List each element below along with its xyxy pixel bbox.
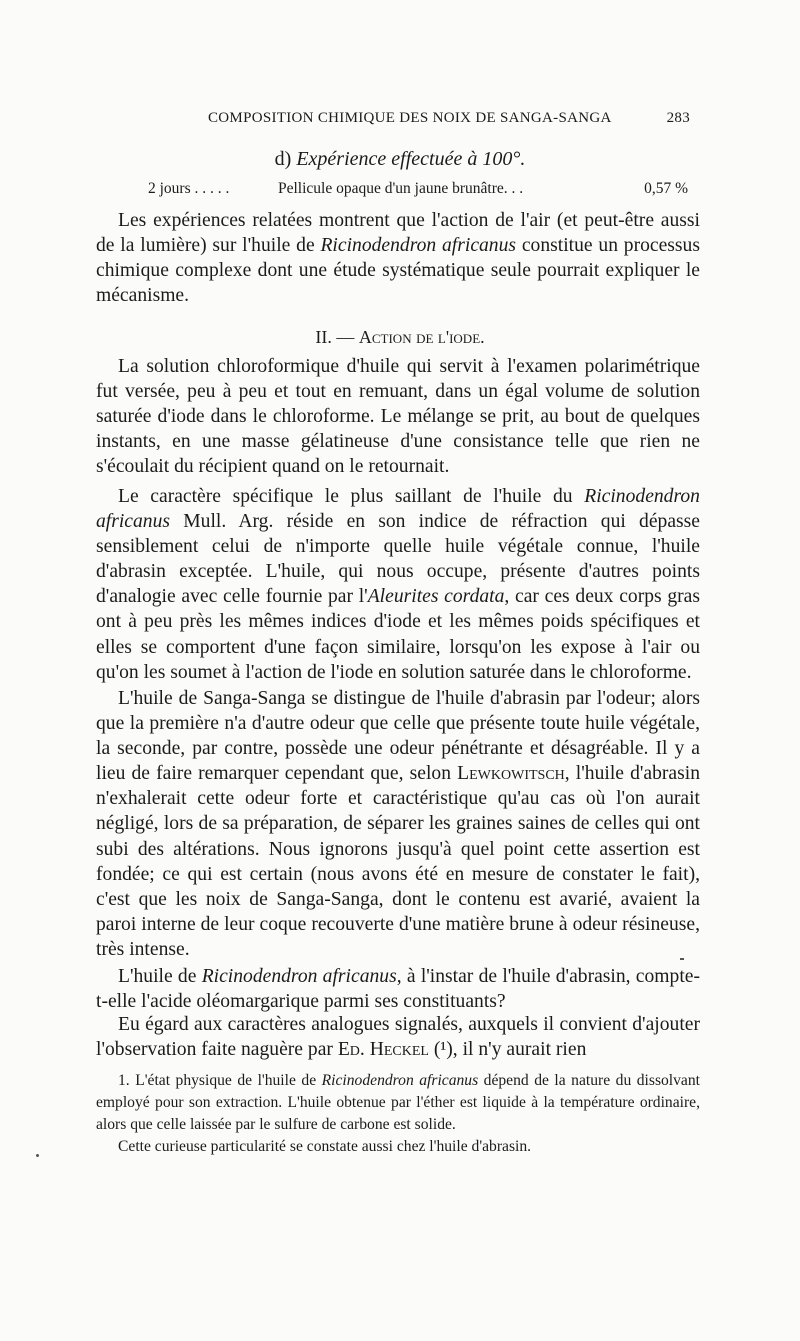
species-name: Ricinodendron africanus [96,486,700,533]
footnote-b: dépend de la nature du dissolvant employé pour son extraction. L'huile obtenue par l'éther est liquide à la température ordinaire, alors que celle laissée par le sulfure de carbone est solide. [96,1072,700,1133]
paragraph-5-a: L'huile de [118,966,197,987]
print-speck [680,958,684,960]
experiment-result-row [148,180,688,198]
footnote-c: Cette curieuse particularité se constate aussi chez l'huile d'abrasin. [118,1138,532,1155]
result-days: 2 jours . . . . . [148,180,230,197]
paragraph-4-a: L'huile de Sanga-Sanga se distingue de l'huile d'abrasin par l'odeur; alors que la première n'a d'autre odeur que celle que présente toute huile végétale, la seconde, par contre, possède une odeur pénétrante et désagréable. Il y a lieu de faire remarquer cependant que, selon [96,688,700,785]
paragraph-5-b: , à l'instar de l'huile d'abrasin, compte-t-elle l'acide oléomargarique parmi ses constituants? [96,966,701,1013]
section-number: II. — [315,327,355,347]
paragraph-3-c: , car ces deux corps gras ont à peu près les mêmes indices d'iode et les mêmes poids spécifiques et elles se comportent d'une façon similaire, lorsqu'on les expose à l'air ou qu'on les soumet à l'action de l'iode en solution saturée dans le chloroforme. [96,586,700,683]
running-title: COMPOSITION CHIMIQUE DES NOIX DE SANGA-SANGA [208,110,612,126]
paragraph-6 [96,1012,700,1062]
paragraph-3-b: Mull. Arg. réside en son indice de réfraction qui dépasse sensiblement celui de n'importe quelle huile végétale connue, l'huile d'abrasin exceptée. L'huile, qui nous occupe, présente d'autres points d'analogie avec celle fournie par l' [96,511,700,608]
paragraph-1-end: constitue un processus chimique complexe dont une étude systématique seule pourrait expliquer le mécanisme. [96,235,700,307]
paragraph-5 [96,964,700,1014]
species-name: Ricinodendron africanus [201,966,397,987]
result-value: 0,57 % [644,180,688,197]
paragraph-1-text: Les expériences relatées montrent que l'action de l'air (et peut-être aussi de la lumière) sur l'huile de [96,210,700,257]
paragraph-3-a: Le caractère spécifique le plus saillant de l'huile du [118,486,573,507]
paragraph-2 [96,354,700,479]
print-speck [36,1154,39,1157]
paragraph-4-b: , l'huile d'abrasin n'exhalerait cette odeur forte et caractéristique qu'au cas où l'on aurait négligé, lors de sa préparation, de séparer les graines saines de celles qui ont subi des altérations. Nous ignorons jusqu'à quel point cette assertion est fondée; ce qui est certain (nous avons été en mesure de constater le fait), c'est que les noix de Sanga-Sanga, dont le contenu est avarié, avaient la paroi interne de leur coque recouverte d'une matière brune à odeur résineuse, très intense. [96,763,700,960]
author-name: Lewkowitsch [457,763,565,785]
experiment-heading [0,148,800,171]
paragraph-4 [96,686,700,962]
paragraph-2-text: La solution chloroformique d'huile qui servit à l'examen polarimétrique fut versée, peu à peu et tout en remuant, dans un égal volume de solution saturée d'iode dans le chloroforme. Le mélange se prit, au bout de quelques instants, en une masse gélatineuse d'une consistance telle que rien ne s'écoulait du récipient quand on le retournait. [96,356,700,478]
paragraph-1 [96,208,700,308]
footnote [96,1070,700,1158]
paragraph-6-b: (¹), il n'y aurait rien [433,1039,587,1061]
paragraph-6-a: Eu égard aux caractères analogues signalés, auxquels il convient d'ajouter l'observation faite naguère par [96,1014,700,1061]
species-name-aleurites: Aleurites cordata [367,586,505,608]
species-name: Ricinodendron africanus [320,235,517,257]
author-name: Ed. Heckel [337,1039,429,1061]
experiment-title: Expérience effectuée à 100°. [296,148,526,170]
section-heading [0,327,800,348]
paragraph-3 [96,484,700,685]
species-name: Ricinodendron africanus [321,1072,479,1089]
result-description: Pellicule opaque d'un jaune brunâtre. . . [278,180,524,197]
page-number: 283 [666,110,690,126]
section-title: Action de l'iode. [358,327,485,347]
experiment-label: d) [274,148,292,170]
footnote-a: 1. L'état physique de l'huile de [118,1072,317,1089]
